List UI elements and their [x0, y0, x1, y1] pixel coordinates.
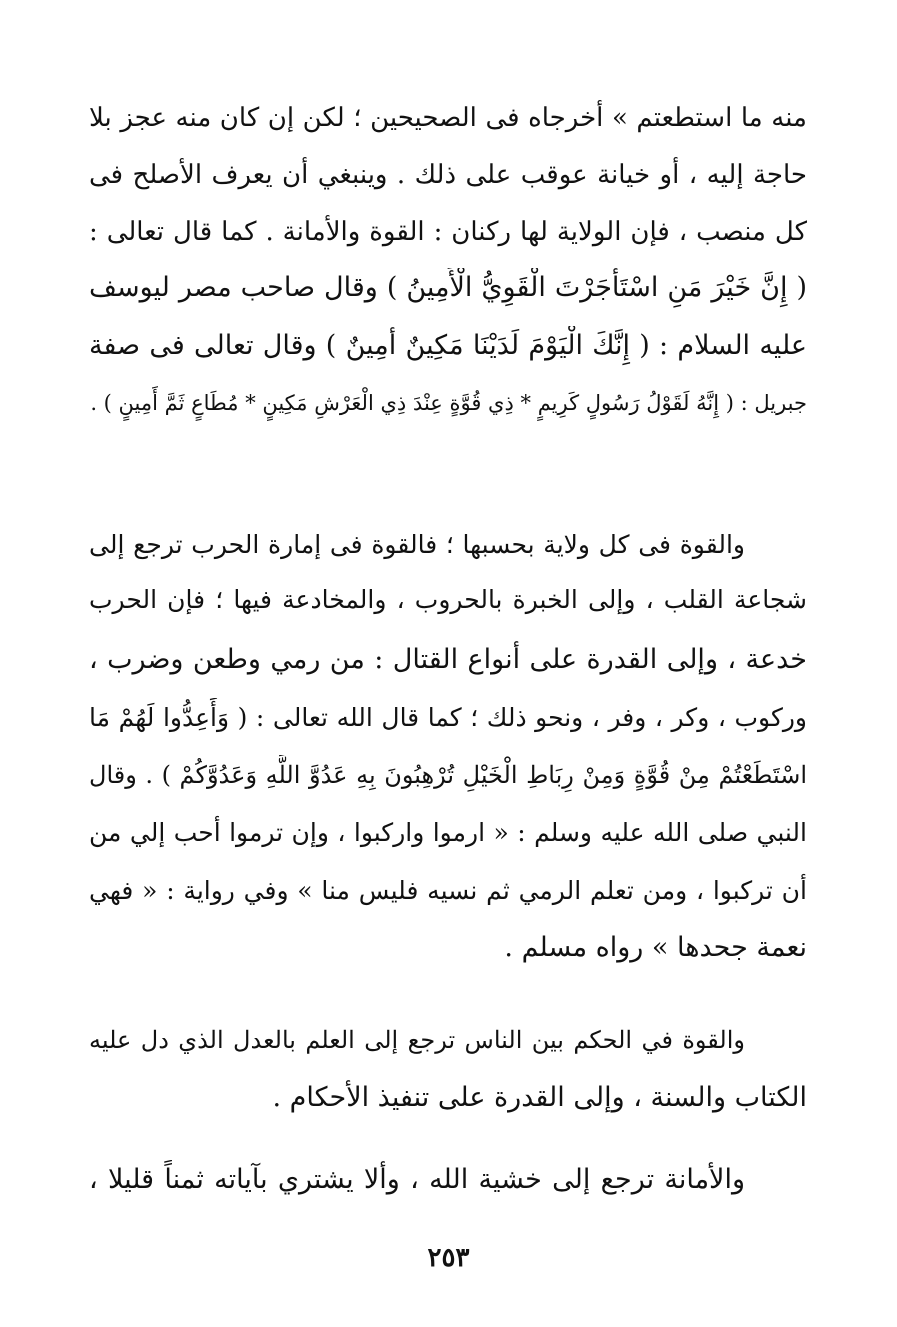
hadith-line: النبي صلى الله عليه وسلم : « ارموا واركبوا ، وإن ترموا أحب إلي من	[89, 818, 807, 847]
text-line: والأمانة ترجع إلى خشية الله ، وألا يشتري بآياته ثمناً قليلا ،	[89, 1164, 745, 1195]
text-line: منه ما استطعتم » أخرجاه فى الصحيحين ؛ لكن إن كان منه عجز بلا	[89, 103, 807, 133]
quran-verse-line: جبريل : ( إِنَّهُ لَقَوْلُ رَسُولٍ كَرِيمٍ * ذِي قُوَّةٍ عِنْدَ ذِي الْعَرْشِ مَكِينٍ * مُطَاعٍ ثَمَّ أَمِينٍ ) .	[90, 391, 807, 415]
quran-verse-line: اسْتَطَعْتُمْ مِنْ قُوَّةٍ وَمِنْ رِبَاطِ الْخَيْلِ تُرْهِبُونَ بِهِ عَدُوَّ اللَّهِ وَعَدُوَّكُمْ ) . وقال	[89, 761, 807, 789]
text-line: الكتاب والسنة ، وإلى القدرة على تنفيذ الأحكام .	[272, 1082, 807, 1113]
text-line: حاجة إليه ، أو خيانة عوقب على ذلك . وينبغي أن يعرف الأصلح فى	[89, 160, 807, 190]
text-line: شجاعة القلب ، وإلى الخبرة بالحروب ، والمخادعة فيها ؛ فإن الحرب	[89, 585, 807, 614]
quran-verse-line: ( إِنَّ خَيْرَ مَنِ اسْتَأْجَرْتَ الْقَوِيُّ الْأَمِينُ ) وقال صاحب مصر ليوسف	[89, 272, 807, 303]
quran-verse-line: وركوب ، وكر ، وفر ، ونحو ذلك ؛ كما قال الله تعالى : ( وَأَعِدُّوا لَهُمْ مَا	[89, 703, 807, 732]
text-line: خدعة ، وإلى القدرة على أنواع القتال : من رمي وطعن وضرب ،	[89, 644, 807, 675]
hadith-line: أن تركبوا ، ومن تعلم الرمي ثم نسيه فليس منا » وفي رواية : « فهي	[89, 876, 807, 905]
hadith-line: نعمة جحدها » رواه مسلم .	[504, 932, 807, 963]
text-line: والقوة في الحكم بين الناس ترجع إلى العلم بالعدل الذي دل عليه	[89, 1026, 745, 1054]
page-number: ٢٥٣	[427, 1243, 470, 1273]
quran-verse-line: عليه السلام : ( إِنَّكَ الْيَوْمَ لَدَيْنَا مَكِينٌ أَمِينٌ ) وقال تعالى فى صفة	[89, 330, 807, 361]
text-line: كل منصب ، فإن الولاية لها ركنان : القوة والأمانة . كما قال تعالى :	[89, 217, 807, 247]
text-line: والقوة فى كل ولاية بحسبها ؛ فالقوة فى إمارة الحرب ترجع إلى	[89, 530, 745, 559]
